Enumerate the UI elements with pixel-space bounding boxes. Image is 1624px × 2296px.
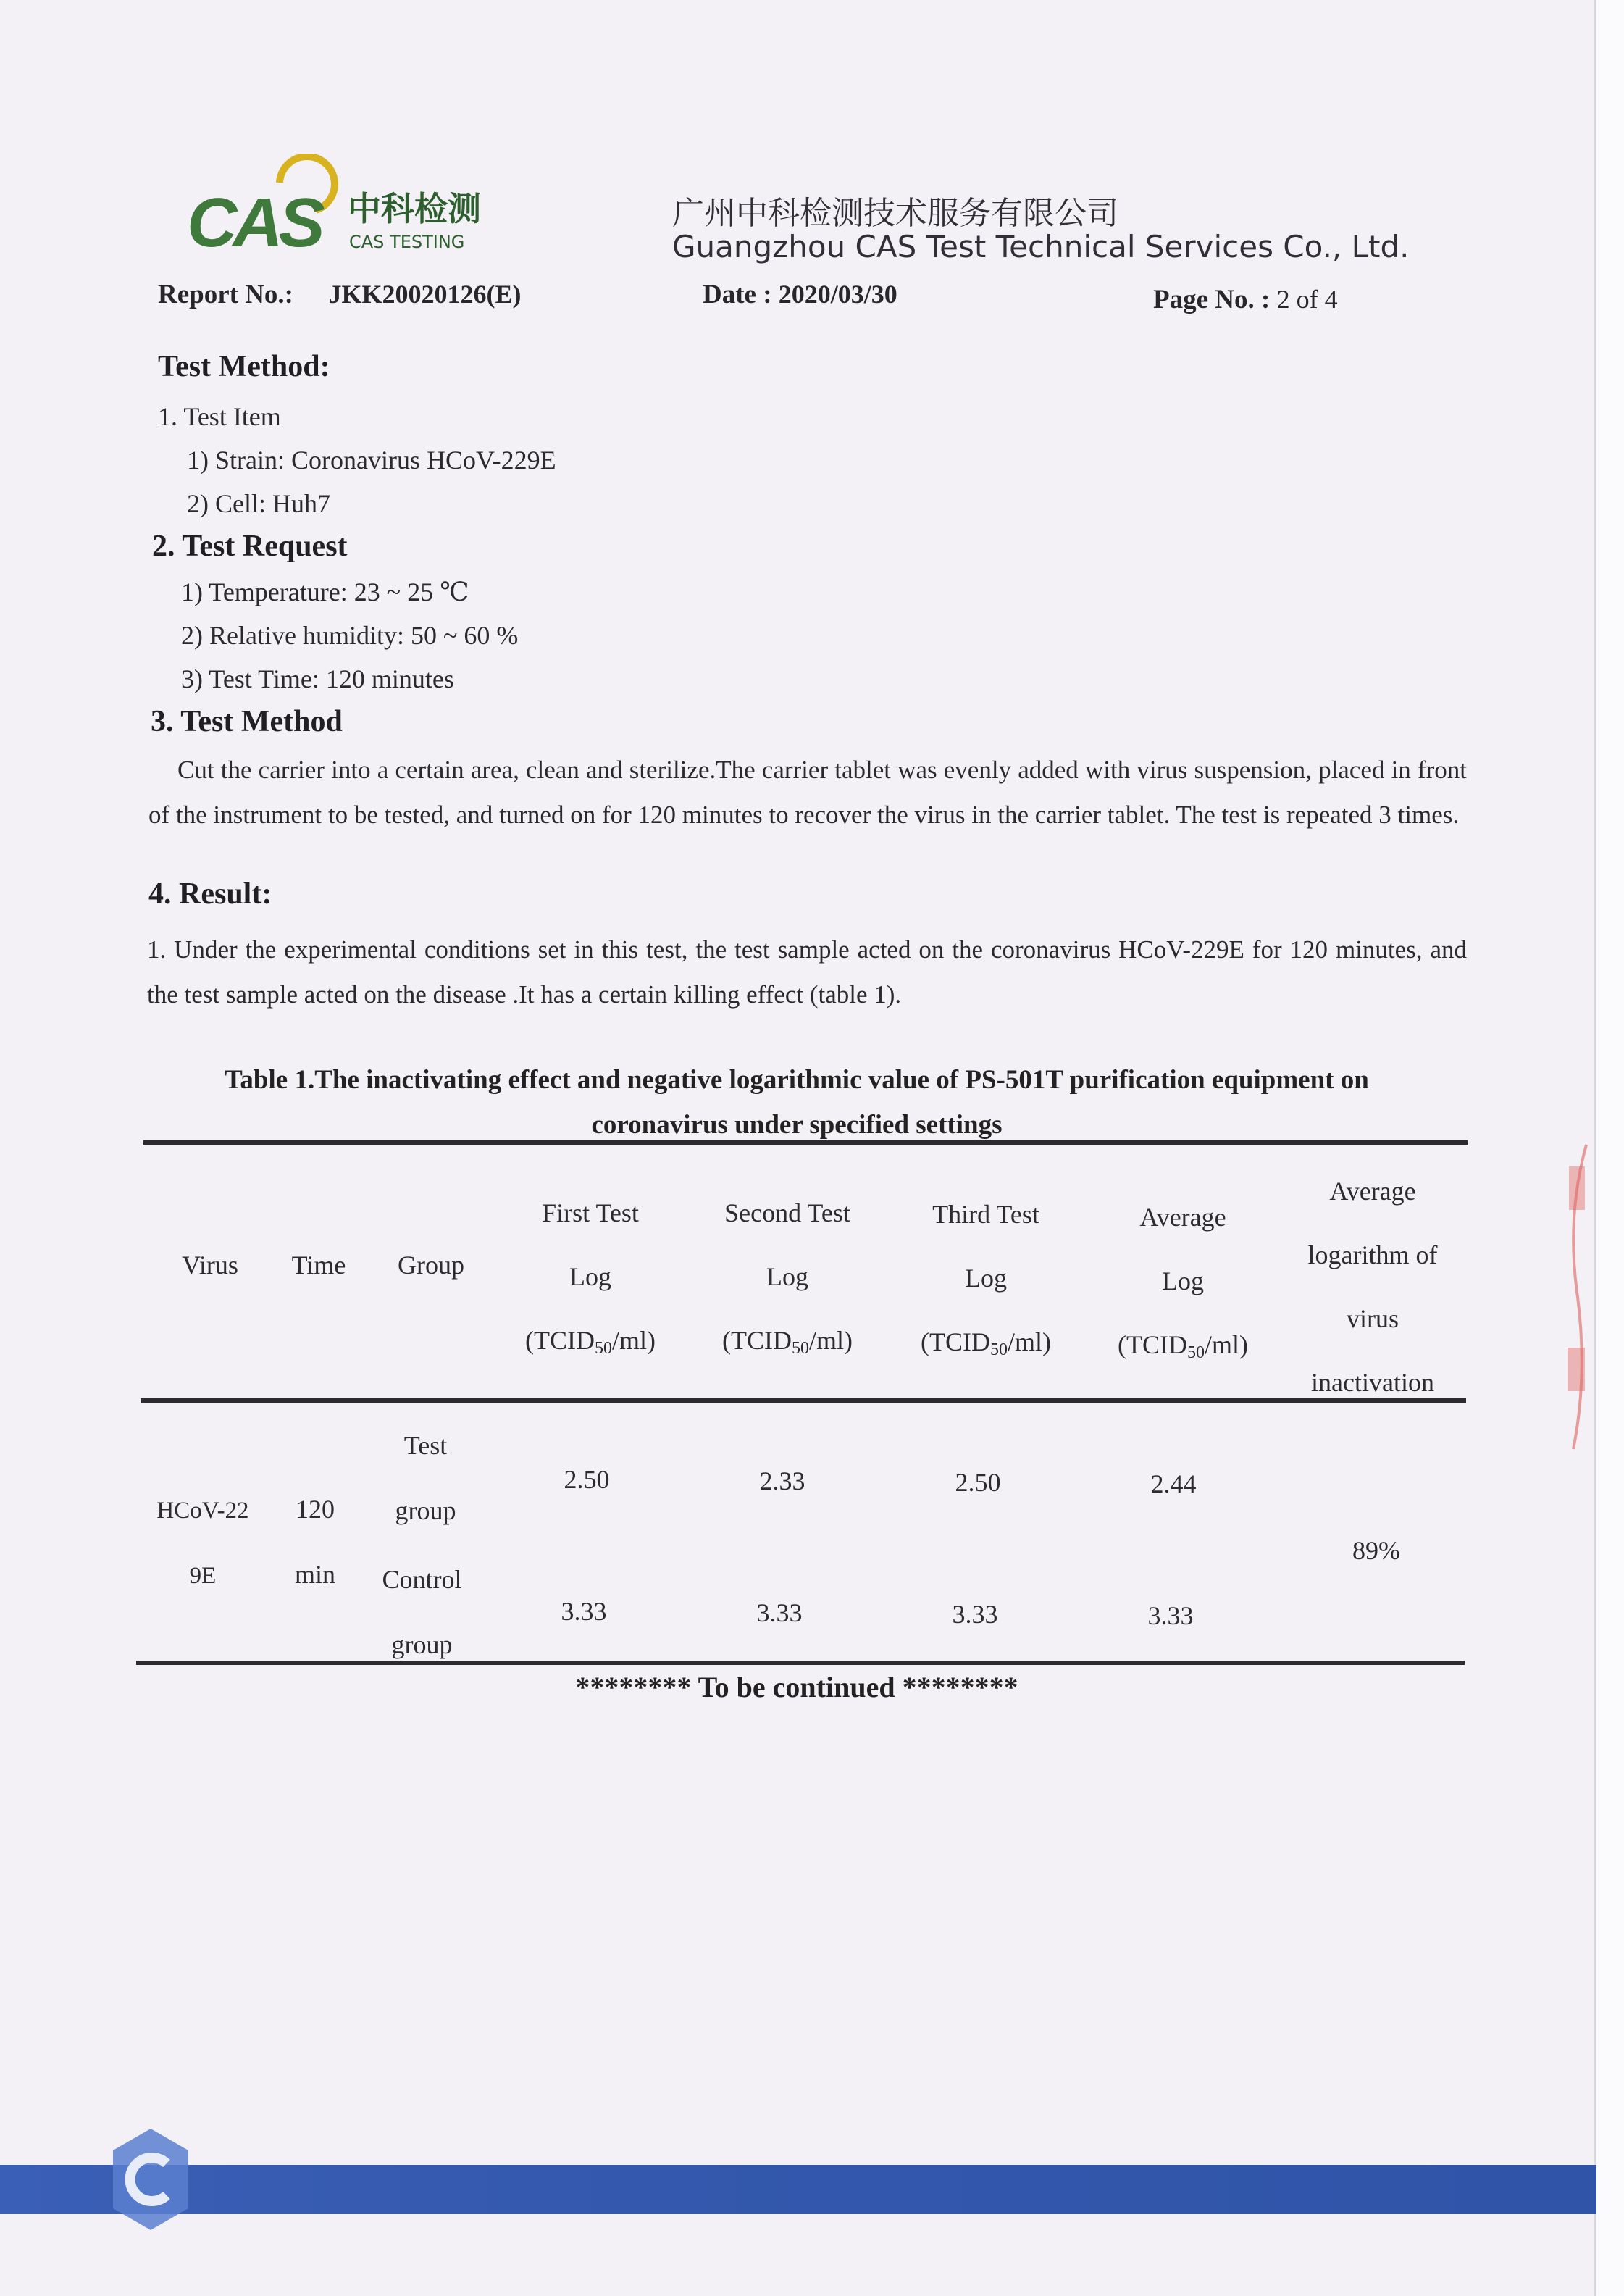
page-value: 2 of 4 [1276, 285, 1338, 314]
cell-control-second: 3.33 [756, 1598, 803, 1627]
cell-time [268, 1477, 362, 1607]
test-method-subtitle: 3. Test Method [151, 705, 343, 738]
header-first-title: First Test [542, 1198, 639, 1227]
test-time-line: 3) Test Time: 120 minutes [181, 664, 454, 693]
header-average-title: Average [1139, 1203, 1226, 1232]
header-virus: Virus [182, 1251, 238, 1280]
test-request-title: 2. Test Request [152, 530, 348, 563]
table-caption-line1: Table 1.The inactivating effect and negative logarithmic value of PS-501T purification equipment on [225, 1065, 1369, 1095]
report-date [703, 279, 897, 310]
logo-cn-text: 中科检测 [348, 189, 481, 228]
humidity-line: 2) Relative humidity: 50 ~ 60 % [181, 621, 519, 650]
test-method-paragraph: Cut the carrier into a certain area, clean and sterilize.The carrier tablet was evenly added with virus suspension, placed in front of the instrument to be tested, and turned on for 120 minutes to recover the virus in the carrier tablet. The test is repeated 3 times. [148, 756, 1467, 829]
time-line2: min [294, 1560, 335, 1589]
to-be-continued: ******** To be continued ******** [575, 1671, 1018, 1703]
cell-control-average: 3.33 [1147, 1601, 1194, 1630]
temperature-line: 1) Temperature: 23 ~ 25 ℃ [181, 577, 469, 606]
page-number [1153, 284, 1338, 315]
cell-group-test [362, 1413, 489, 1543]
header-avglog-line2: logarithm of [1307, 1240, 1438, 1269]
footer-band [0, 2165, 1596, 2214]
cell-inactivation: 89% [1352, 1536, 1400, 1565]
header-average-log: Log [1162, 1266, 1204, 1295]
cell-line: 2) Cell: Huh7 [187, 489, 330, 518]
header-first-unit: $(TCID_{50}/ml)$ [525, 1326, 656, 1358]
footer-logo-mark-icon [107, 2123, 194, 2239]
header-third-log: Log [965, 1264, 1007, 1293]
company-name-en: Guangzhou CAS Test Technical Services Co., Ltd. [672, 229, 1410, 264]
header-second-test [697, 1181, 878, 1380]
header-avglog-line4: inactivation [1311, 1368, 1434, 1397]
cell-test-third: 2.50 [955, 1468, 1001, 1497]
header-first-test [500, 1181, 681, 1380]
cell-test-first: 2.50 [564, 1465, 610, 1494]
table-bottom-rule [136, 1661, 1465, 1665]
cell-control-first: 3.33 [561, 1597, 607, 1626]
table-caption [145, 1058, 1449, 1148]
group-test-line1: Test [403, 1431, 448, 1460]
company-name-cn: 广州中科检测技术服务有限公司 [672, 195, 1118, 232]
report-no-value: JKK20020126(E) [328, 280, 522, 309]
cell-virus [148, 1478, 257, 1608]
date-label: Date : [703, 280, 772, 309]
report-no-label: Report No.: [158, 280, 294, 309]
logo-sub-text: CAS TESTING [349, 232, 465, 252]
header-third-title: Third Test [932, 1200, 1039, 1229]
header-average-logarithm [1282, 1159, 1463, 1414]
header-average [1092, 1185, 1273, 1385]
header-average-unit: $(TCID_{50}/ml)$ [1118, 1330, 1248, 1362]
cas-logo [187, 154, 506, 262]
strain-line: 1) Strain: Coronavirus HCoV-229E [187, 446, 556, 475]
cell-control-third: 3.33 [952, 1600, 998, 1629]
header-third-unit: $(TCID_{50}/ml)$ [921, 1327, 1051, 1359]
page-edge [1594, 0, 1624, 2296]
table-header-rule [141, 1398, 1466, 1403]
header-avglog-line1: Average [1329, 1177, 1416, 1206]
virus-line2: 9E [189, 1563, 217, 1589]
table-caption-line2: coronavirus under specified settings [591, 1110, 1003, 1140]
virus-line1: HCoV-22 [156, 1498, 249, 1524]
cell-test-second: 2.33 [759, 1466, 805, 1495]
cell-test-average: 2.44 [1150, 1469, 1197, 1498]
seal-stamp-fragment [1544, 1130, 1595, 1464]
header-second-unit: $(TCID_{50}/ml)$ [722, 1326, 853, 1358]
header-first-log: Log [569, 1262, 611, 1291]
test-method-title: Test Method: [158, 350, 330, 383]
header-second-log: Log [766, 1262, 808, 1291]
page-label: Page No. : [1153, 285, 1271, 314]
time-line1: 120 [296, 1495, 335, 1524]
cell-group-control [359, 1547, 485, 1677]
result-title: 4. Result: [148, 877, 272, 911]
header-second-title: Second Test [724, 1198, 850, 1227]
header-time: Time [291, 1251, 346, 1280]
date-value: 2020/03/30 [778, 280, 897, 309]
group-control-line1: Control [382, 1565, 462, 1594]
group-test-line2: group [395, 1496, 456, 1525]
logo-mark-text: CAS [187, 184, 321, 262]
header-group: Group [398, 1251, 464, 1280]
test-item-heading: 1. Test Item [158, 402, 281, 431]
table-top-rule [143, 1140, 1468, 1145]
result-paragraph: 1. Under the experimental conditions set in this test, the test sample acted on the coronavirus HCoV-229E for 120 minutes, and the test sample acted on the disease .It has a certain killing effect (table 1). [147, 935, 1467, 1009]
report-number [158, 279, 522, 310]
header-third-test [895, 1182, 1076, 1382]
group-control-line2: group [391, 1630, 453, 1659]
header-avglog-line3: virus [1347, 1304, 1399, 1333]
